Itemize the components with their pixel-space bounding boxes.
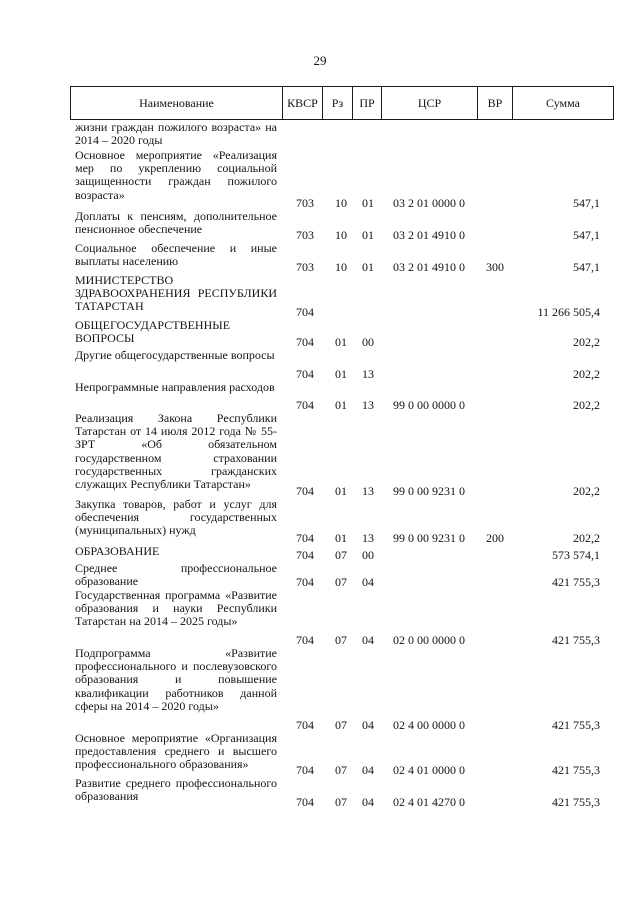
row-rz: 10 (335, 227, 347, 242)
header-csr: ЦСР (382, 87, 478, 119)
header-pr: ПР (353, 87, 382, 119)
row-pr: 04 (362, 717, 374, 732)
row-csr: 99 0 00 9231 0 (393, 483, 465, 498)
row-kvsr: 704 (296, 574, 314, 589)
row-csr: 03 2 01 0000 0 (393, 195, 465, 210)
row-name: ОБЩЕГОСУДАРСТВЕННЫЕ ВОПРОСЫ (75, 318, 231, 346)
row-name: Среднее профессиональное образование (75, 561, 277, 589)
table-body (0, 121, 640, 809)
table-row (0, 319, 640, 349)
header-kvsr: КВСР (283, 87, 323, 119)
row-kvsr: 704 (296, 304, 314, 319)
row-rz: 01 (335, 483, 347, 498)
row-pr: 13 (362, 483, 374, 498)
row-sum: 573 574,1 (552, 547, 600, 562)
row-name: Закупка товаров, работ и услуг для обеспечения государственных (муниципальных) нужд (75, 497, 277, 538)
header-rz: Рз (323, 87, 353, 119)
row-csr: 03 2 01 4910 0 (393, 259, 465, 274)
row-name: Развитие среднего профессионального образования (75, 776, 277, 804)
row-pr: 04 (362, 794, 374, 809)
row-csr: 02 4 01 0000 0 (393, 762, 465, 777)
row-kvsr: 704 (296, 762, 314, 777)
row-name: ОБРАЗОВАНИЕ (75, 544, 160, 558)
row-pr: 04 (362, 632, 374, 647)
row-sum: 547,1 (573, 227, 600, 242)
row-rz: 07 (335, 632, 347, 647)
row-name: Реализация Закона Республики Татарстан от 14 июля 2012 года № 55-ЗРТ «Об обязательном государственном страховании государственных гражданских служащих Республики Татарстан» (75, 411, 277, 492)
table-row (0, 274, 640, 319)
row-sum: 547,1 (573, 259, 600, 274)
row-name: Другие общегосударственные вопросы (75, 348, 275, 362)
row-pr: 01 (362, 195, 374, 210)
row-rz: 07 (335, 717, 347, 732)
row-sum: 202,2 (573, 530, 600, 545)
row-kvsr: 704 (296, 483, 314, 498)
header-sum: Сумма (546, 96, 580, 110)
row-name: Основное мероприятие «Организация предоставления среднего и высшего профессионального образования» (75, 731, 277, 772)
table-row (0, 210, 640, 242)
row-csr: 02 4 00 0000 0 (393, 717, 465, 732)
row-rz: 07 (335, 762, 347, 777)
row-kvsr: 703 (296, 195, 314, 210)
row-kvsr: 704 (296, 717, 314, 732)
row-rz: 07 (335, 794, 347, 809)
row-sum: 202,2 (573, 483, 600, 498)
row-rz: 07 (335, 547, 347, 562)
row-name: МИНИСТЕРСТВО ЗДРАВООХРАНЕНИЯ РЕСПУБЛИКИ ТАТАРСТАН (75, 273, 277, 314)
row-name: Непрограммные направления расходов (75, 380, 275, 394)
row-kvsr: 703 (296, 227, 314, 242)
row-rz: 10 (335, 259, 347, 274)
row-csr: 99 0 00 0000 0 (393, 397, 465, 412)
row-sum: 421 755,3 (552, 717, 600, 732)
row-pr: 01 (362, 227, 374, 242)
row-sum: 202,2 (573, 334, 600, 349)
row-sum: 547,1 (573, 195, 600, 210)
table-row (0, 412, 640, 498)
row-rz: 01 (335, 366, 347, 381)
table-row (0, 589, 640, 647)
table-row (0, 777, 640, 809)
row-csr: 02 0 00 0000 0 (393, 632, 465, 647)
row-vr: 300 (486, 259, 504, 274)
row-sum: 421 755,3 (552, 574, 600, 589)
row-pr: 01 (362, 259, 374, 274)
row-rz: 07 (335, 574, 347, 589)
row-csr: 02 4 01 4270 0 (393, 794, 465, 809)
row-kvsr: 704 (296, 397, 314, 412)
row-pr: 13 (362, 397, 374, 412)
table-row (0, 149, 640, 210)
row-kvsr: 704 (296, 530, 314, 545)
row-rz: 01 (335, 334, 347, 349)
row-sum: 421 755,3 (552, 632, 600, 647)
header-name: Наименование (71, 87, 283, 119)
row-csr: 03 2 01 4910 0 (393, 227, 465, 242)
row-pr: 13 (362, 366, 374, 381)
row-rz: 10 (335, 195, 347, 210)
row-name: Основное мероприятие «Реализация мер по укреплению социальной защищенности граждан пожилого возраста» (75, 148, 277, 202)
row-pr: 13 (362, 530, 374, 545)
table-header (70, 86, 614, 120)
row-name: Доплаты к пенсиям, дополнительное пенсионное обеспечение (75, 209, 277, 237)
row-kvsr: 704 (296, 547, 314, 562)
row-pr: 00 (362, 334, 374, 349)
row-kvsr: 704 (296, 334, 314, 349)
row-vr: 200 (486, 530, 504, 545)
row-pr: 04 (362, 762, 374, 777)
row-pr: 04 (362, 574, 374, 589)
table-row (0, 545, 640, 562)
row-rz: 01 (335, 397, 347, 412)
row-rz: 01 (335, 530, 347, 545)
row-sum: 421 755,3 (552, 794, 600, 809)
table-row (0, 562, 640, 589)
row-sum: 11 266 505,4 (537, 304, 600, 319)
row-kvsr: 703 (296, 259, 314, 274)
table-row (0, 732, 640, 777)
table-row (0, 121, 640, 149)
table-row (0, 349, 640, 381)
row-name: Подпрограмма «Развитие профессионального и послевузовского образования и повышение квалификации работников данной сферы на 2014 – 2020 годы» (75, 646, 277, 713)
row-sum: 202,2 (573, 366, 600, 381)
table-row (0, 647, 640, 732)
page-number: 29 (313, 53, 327, 68)
row-name: жизни граждан пожилого возраста» на 2014 – 2020 годы (75, 120, 277, 148)
row-sum: 202,2 (573, 397, 600, 412)
row-kvsr: 704 (296, 794, 314, 809)
row-name: Государственная программа «Развитие образования и науки Республики Татарстан на 2014 – 2025 годы» (75, 588, 277, 629)
table-row (0, 242, 640, 274)
row-kvsr: 704 (296, 632, 314, 647)
row-kvsr: 704 (296, 366, 314, 381)
row-pr: 00 (362, 547, 374, 562)
row-sum: 421 755,3 (552, 762, 600, 777)
row-csr: 99 0 00 9231 0 (393, 530, 465, 545)
table-row (0, 381, 640, 412)
header-vr: ВР (478, 87, 513, 119)
table-row (0, 498, 640, 545)
row-name: Социальное обеспечение и иные выплаты населению (75, 241, 277, 269)
